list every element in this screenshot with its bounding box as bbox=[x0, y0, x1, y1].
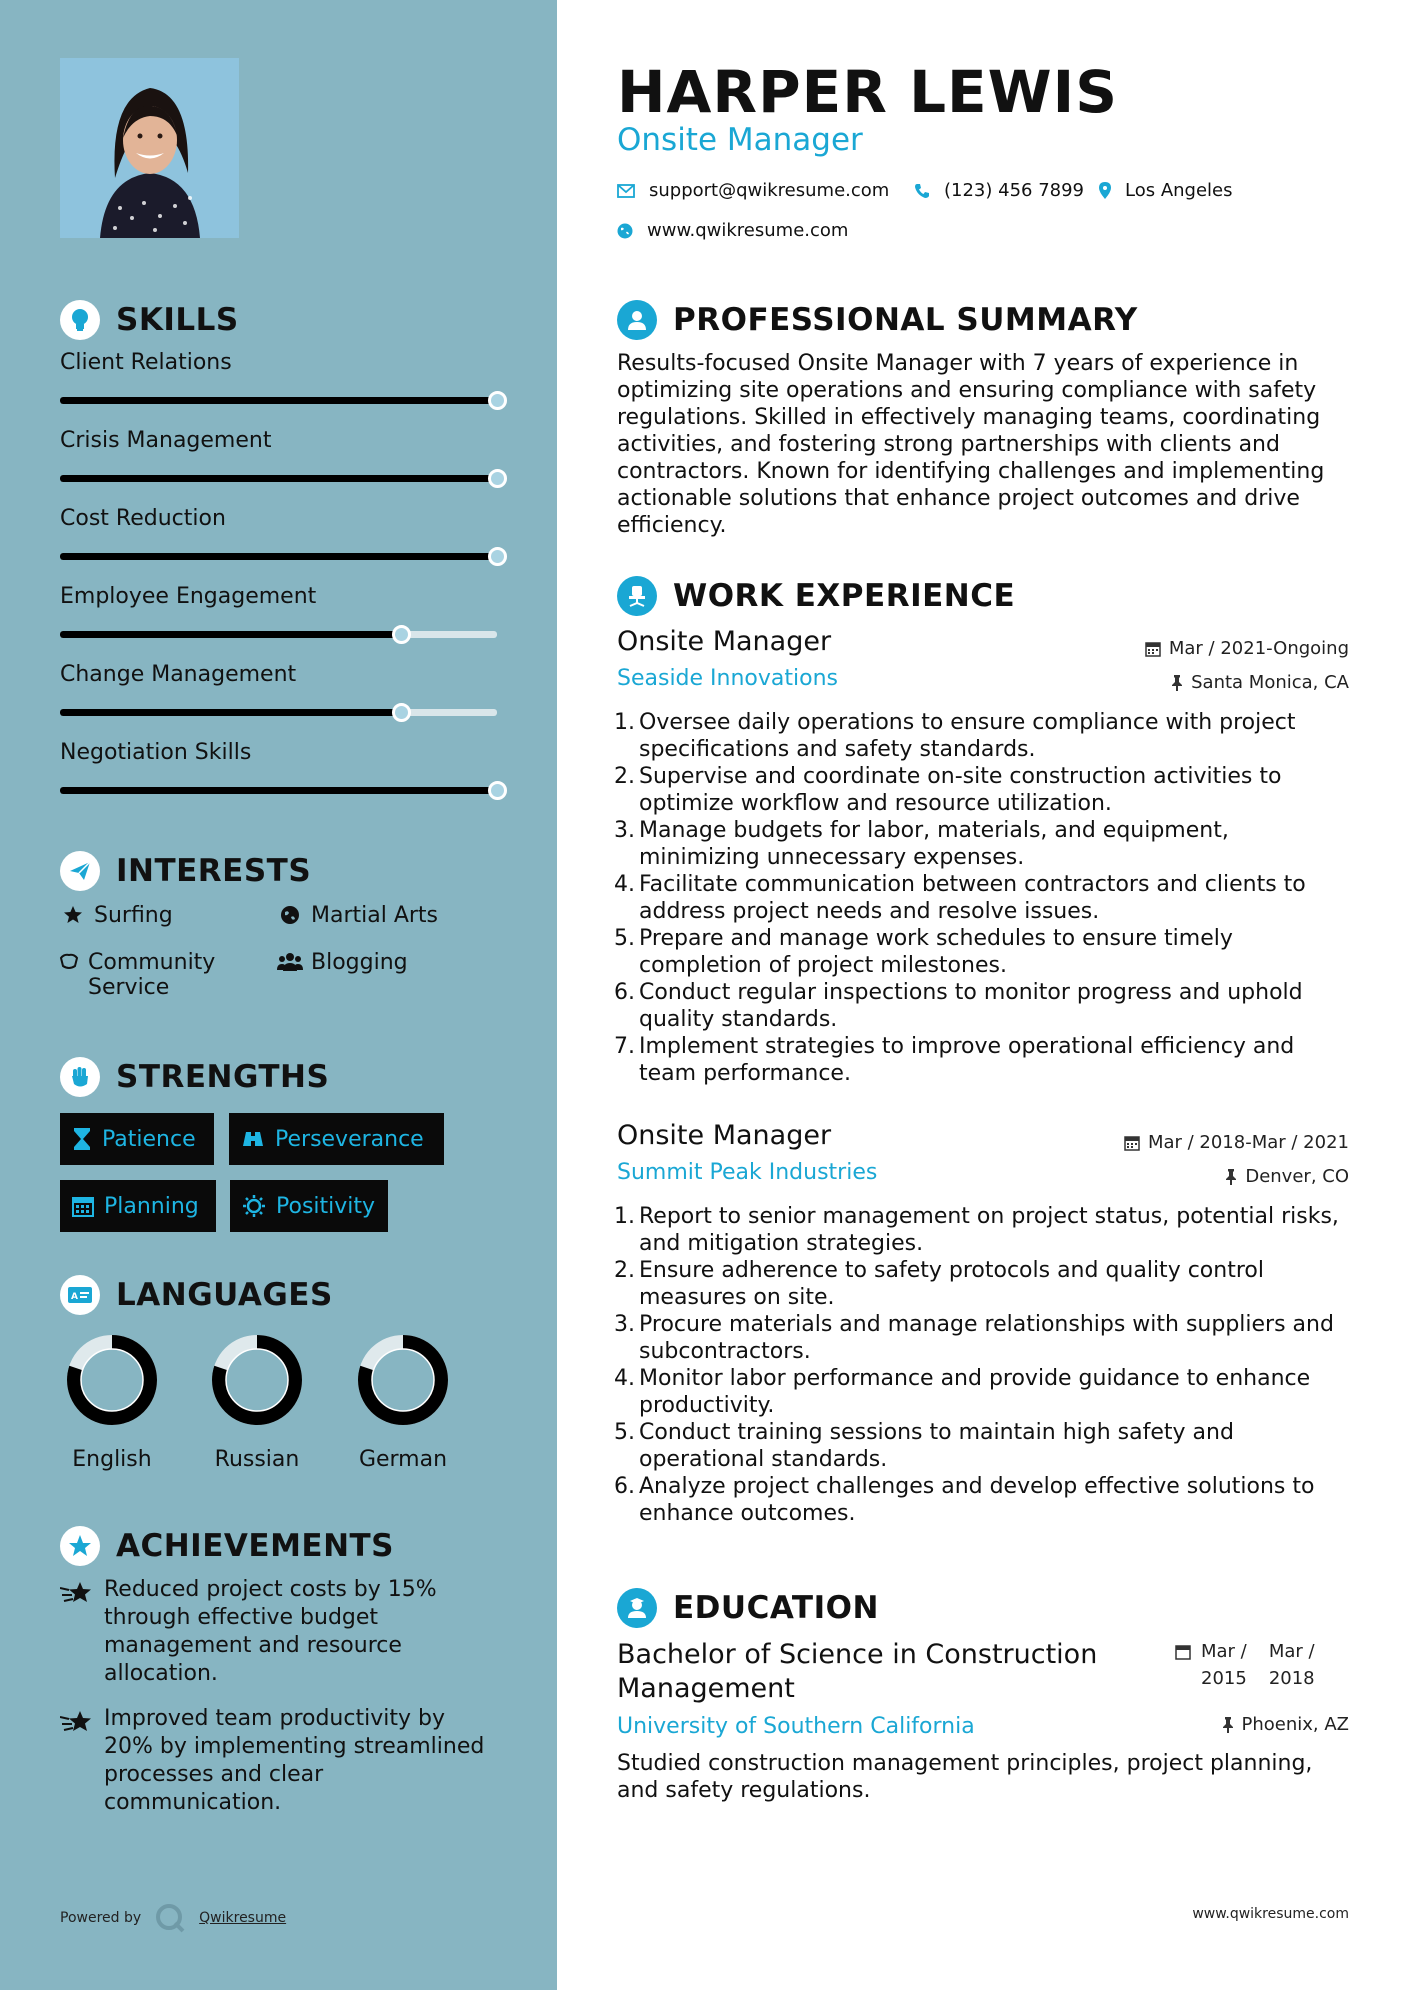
company-name: Summit Peak Industries bbox=[617, 1160, 878, 1185]
users-icon bbox=[277, 950, 303, 972]
job-bullet bbox=[610, 871, 1350, 925]
powered-by bbox=[60, 1903, 286, 1933]
bullet-text: Report to senior management on project status, potential risks, and mitigation strategies. bbox=[639, 1204, 1339, 1256]
fist-icon bbox=[60, 1057, 100, 1097]
pushpin-icon bbox=[1225, 1169, 1237, 1185]
skill-label: Client Relations bbox=[60, 350, 232, 375]
bullet-text: Implement strategies to improve operational efficiency and team performance. bbox=[639, 1034, 1295, 1086]
phone-icon bbox=[914, 183, 930, 199]
job-location-text: Denver, CO bbox=[1245, 1166, 1349, 1187]
job-bullet bbox=[610, 817, 1350, 871]
education-end-year: 2018 bbox=[1268, 1668, 1315, 1689]
interest-item-community-service bbox=[58, 950, 248, 1000]
education-heading bbox=[617, 1588, 879, 1628]
candidate-name: HARPER LEWIS bbox=[617, 58, 1118, 126]
achievement-text: Reduced project costs by 15% through effective budget management and resource allocation. bbox=[104, 1577, 437, 1686]
skill-label: Crisis Management bbox=[60, 428, 272, 453]
binoculars-icon bbox=[241, 1128, 265, 1150]
website-text: www.qwikresume.com bbox=[647, 220, 849, 241]
hand-icon bbox=[58, 950, 80, 972]
strength-label: Planning bbox=[104, 1193, 199, 1219]
experience-heading bbox=[617, 576, 1015, 616]
job-bullet bbox=[610, 1419, 1350, 1473]
job-bullet bbox=[610, 1203, 1350, 1257]
education-description: Studied construction management principles, project planning, and safety regulations. bbox=[617, 1751, 1313, 1803]
graduate-icon bbox=[617, 1588, 657, 1628]
user-icon bbox=[617, 300, 657, 340]
strength-label: Patience bbox=[102, 1126, 196, 1152]
paper-plane-icon bbox=[60, 851, 100, 891]
achievement-text: Improved team productivity by 20% by implementing streamlined processes and clear communication. bbox=[104, 1706, 485, 1815]
education-start bbox=[1201, 1638, 1247, 1692]
languages-heading bbox=[60, 1275, 333, 1315]
skill-bar-fill bbox=[60, 709, 401, 716]
education-location-text: Phoenix, AZ bbox=[1241, 1714, 1349, 1735]
education-title: EDUCATION bbox=[673, 1590, 879, 1626]
skill-bar-knob bbox=[392, 703, 411, 722]
strength-badge-positivity bbox=[230, 1180, 388, 1232]
strength-badge-planning bbox=[60, 1180, 216, 1232]
interest-item-blogging bbox=[277, 950, 408, 975]
job-bullet bbox=[610, 1473, 1350, 1527]
shooting-star-icon bbox=[60, 1576, 104, 1688]
bullet-number: 3. bbox=[614, 1312, 635, 1337]
skill-bar bbox=[60, 553, 497, 560]
job-bullet bbox=[610, 1033, 1350, 1087]
language-ring-inner bbox=[372, 1349, 434, 1411]
language-ring-inner bbox=[226, 1349, 288, 1411]
education-location bbox=[1222, 1714, 1350, 1735]
skill-label: Change Management bbox=[60, 662, 297, 687]
contact-phone[interactable] bbox=[914, 180, 1084, 201]
language-label: Russian bbox=[214, 1447, 300, 1472]
bullet-number: 2. bbox=[614, 1258, 635, 1283]
interests-title: INTERESTS bbox=[116, 853, 312, 889]
job-bullets bbox=[610, 709, 1350, 1087]
interest-item-martial-arts bbox=[277, 903, 438, 928]
languages-title: LANGUAGES bbox=[116, 1277, 333, 1313]
interest-item-surfing bbox=[60, 903, 173, 928]
interest-label: Blogging bbox=[311, 950, 408, 975]
skill-label: Employee Engagement bbox=[60, 584, 317, 609]
skill-bar bbox=[60, 397, 497, 404]
skills-title: SKILLS bbox=[116, 302, 239, 338]
location-text: Los Angeles bbox=[1125, 180, 1233, 201]
bullet-text: Facilitate communication between contractors and clients to address project needs and resolve issues. bbox=[639, 872, 1306, 924]
bullet-text: Conduct regular inspections to monitor progress and uphold quality standards. bbox=[639, 980, 1303, 1032]
language-ring bbox=[62, 1330, 162, 1430]
phone-text: (123) 456 7899 bbox=[944, 180, 1085, 201]
pushpin-icon bbox=[1171, 675, 1183, 691]
school-name: University of Southern California bbox=[617, 1714, 975, 1739]
calendar-icon bbox=[1145, 641, 1161, 657]
lightbulb-icon bbox=[60, 300, 100, 340]
strengths-heading bbox=[60, 1057, 329, 1097]
skill-bar bbox=[60, 475, 497, 482]
skill-bar bbox=[60, 631, 497, 638]
calendar-icon bbox=[72, 1195, 94, 1217]
skill-bar-fill bbox=[60, 475, 497, 482]
bullet-text: Ensure adherence to safety protocols and quality control measures on site. bbox=[639, 1258, 1264, 1310]
strength-label: Perseverance bbox=[275, 1126, 424, 1152]
job-title: Onsite Manager bbox=[617, 626, 832, 657]
envelope-icon bbox=[617, 184, 635, 198]
bullet-number: 7. bbox=[614, 1034, 635, 1059]
star-badge-icon bbox=[60, 1526, 100, 1566]
globe-icon bbox=[617, 223, 633, 239]
language-ring bbox=[353, 1330, 453, 1430]
office-chair-icon bbox=[617, 576, 657, 616]
education-start-month: Mar / bbox=[1201, 1641, 1247, 1662]
qwikresume-logo-icon bbox=[155, 1903, 185, 1933]
skill-bar bbox=[60, 709, 497, 716]
education-start-year: 2015 bbox=[1201, 1668, 1247, 1689]
pushpin-icon bbox=[1222, 1717, 1234, 1733]
map-pin-icon bbox=[1099, 182, 1111, 199]
summary-text: Results-focused Onsite Manager with 7 years of experience in optimizing site operations and ensuring compliance with safety regulations. Skilled in effectively managing teams, coordinating activities, and fostering strong partnerships with clients and contractors. Known for identifying challenges and implementing actionable solutions that enhance project outcomes and drive efficiency. bbox=[617, 351, 1325, 538]
bullet-number: 5. bbox=[614, 926, 635, 951]
skill-bar-knob bbox=[488, 469, 507, 488]
svg-text:A: A bbox=[71, 1292, 78, 1302]
bullet-number: 3. bbox=[614, 818, 635, 843]
job-title: Onsite Manager bbox=[617, 1120, 832, 1151]
language-card-icon bbox=[60, 1275, 100, 1315]
bullet-number: 6. bbox=[614, 1474, 635, 1499]
company-name: Seaside Innovations bbox=[617, 666, 838, 691]
shooting-star-icon bbox=[60, 1705, 104, 1817]
summary-heading bbox=[617, 300, 1138, 340]
job-bullet bbox=[610, 1257, 1350, 1311]
email-text: support@qwikresume.com bbox=[649, 180, 890, 201]
bullet-number: 4. bbox=[614, 1366, 635, 1391]
profile-photo bbox=[60, 58, 239, 238]
bullet-text: Monitor labor performance and provide guidance to enhance productivity. bbox=[639, 1366, 1311, 1418]
interests-heading bbox=[60, 851, 311, 891]
job-dates-text: Mar / 2018-Mar / 2021 bbox=[1147, 1132, 1349, 1153]
bullet-text: Supervise and coordinate on-site construction activities to optimize workflow and resource utilization. bbox=[639, 764, 1282, 816]
education-end-month: Mar / bbox=[1268, 1641, 1315, 1662]
job-location-text: Santa Monica, CA bbox=[1191, 672, 1349, 693]
bullet-number: 2. bbox=[614, 764, 635, 789]
job-location bbox=[1171, 672, 1349, 693]
interest-label: Martial Arts bbox=[311, 903, 439, 928]
calendar-icon bbox=[1175, 1644, 1191, 1660]
language-ring-inner bbox=[81, 1349, 143, 1411]
strengths-title: STRENGTHS bbox=[116, 1059, 330, 1095]
job-dates-text: Mar / 2021-Ongoing bbox=[1168, 638, 1349, 659]
candidate-role: Onsite Manager bbox=[617, 122, 863, 158]
strength-label: Positivity bbox=[276, 1193, 376, 1219]
contact-location bbox=[1099, 180, 1233, 201]
job-dates bbox=[1145, 638, 1349, 659]
skill-bar-knob bbox=[488, 547, 507, 566]
sun-icon bbox=[242, 1194, 266, 1218]
qwikresume-link[interactable]: Qwikresume bbox=[199, 1910, 287, 1926]
job-dates bbox=[1124, 1132, 1349, 1153]
strength-badge-patience bbox=[60, 1113, 214, 1165]
skill-label: Negotiation Skills bbox=[60, 740, 252, 765]
bullet-text: Procure materials and manage relationships with suppliers and subcontractors. bbox=[639, 1312, 1334, 1364]
skill-bar-knob bbox=[392, 625, 411, 644]
job-bullet bbox=[610, 925, 1350, 979]
job-bullet bbox=[610, 1365, 1350, 1419]
job-bullet bbox=[610, 709, 1350, 763]
powered-by-label: Powered by bbox=[60, 1910, 142, 1926]
skill-bar-knob bbox=[488, 391, 507, 410]
bullet-number: 5. bbox=[614, 1420, 635, 1445]
language-label: English bbox=[72, 1447, 152, 1472]
achievements-title: ACHIEVEMENTS bbox=[116, 1528, 395, 1564]
experience-title: WORK EXPERIENCE bbox=[673, 578, 1016, 614]
skill-bar-fill bbox=[60, 553, 497, 560]
bullet-number: 6. bbox=[614, 980, 635, 1005]
achievements-heading bbox=[60, 1526, 394, 1566]
bullet-number: 4. bbox=[614, 872, 635, 897]
interest-label: Surfing bbox=[94, 903, 173, 928]
footer-website[interactable]: www.qwikresume.com bbox=[1192, 1906, 1349, 1922]
job-bullet bbox=[610, 763, 1350, 817]
achievement-item bbox=[60, 1705, 500, 1817]
skill-bar-knob bbox=[488, 781, 507, 800]
calendar-icon bbox=[1124, 1135, 1140, 1151]
bullet-text: Manage budgets for labor, materials, and equipment, minimizing unnecessary expenses. bbox=[639, 818, 1229, 870]
star-icon bbox=[60, 903, 86, 925]
education-dates bbox=[1175, 1638, 1315, 1692]
bullet-text: Oversee daily operations to ensure compliance with project specifications and safety standards. bbox=[639, 710, 1296, 762]
skill-bar-fill bbox=[60, 631, 401, 638]
job-bullet bbox=[610, 979, 1350, 1033]
skills-heading bbox=[60, 300, 239, 340]
bullet-text: Analyze project challenges and develop effective solutions to enhance outcomes. bbox=[639, 1474, 1315, 1526]
contact-email[interactable] bbox=[617, 180, 889, 201]
interest-label: Community Service bbox=[88, 950, 216, 1000]
sidebar bbox=[0, 0, 557, 1990]
strength-badge-perseverance bbox=[229, 1113, 444, 1165]
hourglass-icon bbox=[72, 1127, 92, 1151]
language-label: German bbox=[358, 1447, 448, 1472]
job-bullets bbox=[610, 1203, 1350, 1527]
degree-title: Bachelor of Science in Construction Management bbox=[617, 1639, 1098, 1704]
language-ring bbox=[207, 1330, 307, 1430]
education-end bbox=[1269, 1638, 1315, 1692]
skill-bar-fill bbox=[60, 397, 497, 404]
contact-website[interactable] bbox=[617, 220, 848, 241]
achievement-item bbox=[60, 1576, 500, 1688]
skill-label: Cost Reduction bbox=[60, 506, 226, 531]
bullet-text: Conduct training sessions to maintain high safety and operational standards. bbox=[639, 1420, 1234, 1472]
skill-bar-fill bbox=[60, 787, 497, 794]
job-bullet bbox=[610, 1311, 1350, 1365]
job-location bbox=[1225, 1166, 1349, 1187]
bullet-number: 1. bbox=[614, 710, 635, 735]
bullet-text: Prepare and manage work schedules to ensure timely completion of project milestones. bbox=[639, 926, 1233, 978]
bullet-number: 1. bbox=[614, 1204, 635, 1229]
summary-title: PROFESSIONAL SUMMARY bbox=[673, 302, 1138, 338]
skill-bar bbox=[60, 787, 497, 794]
globe-icon bbox=[277, 903, 303, 925]
